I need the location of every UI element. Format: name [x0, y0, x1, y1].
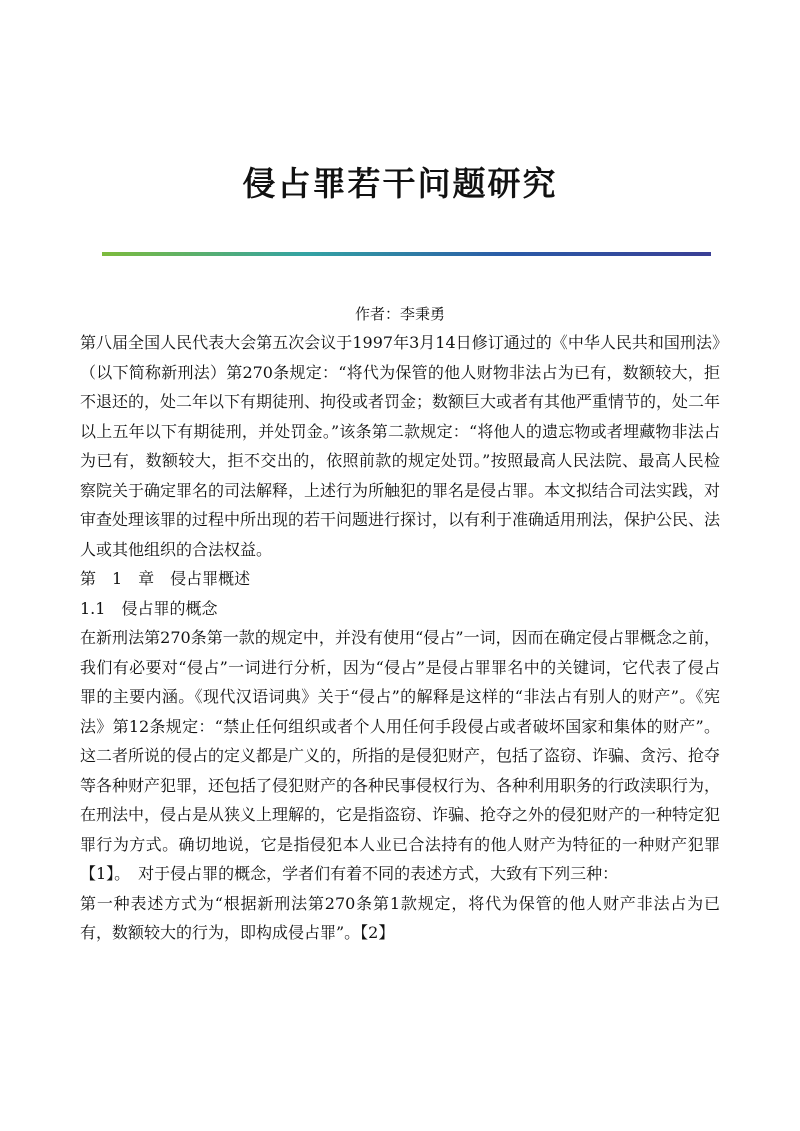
title-divider	[102, 252, 711, 256]
intro-paragraph: 第八届全国人民代表大会第五次会议于1997年3月14日修订通过的《中华人民共和国刑法》（以下简称新刑法）第270条规定：“将代为保管的他人财物非法占为已有，数额较大，拒不退还的，处二年以下有期徒刑、拘役或者罚金；数额巨大或者有其他严重情节的，处二年以上五年以下有期徒刑，并处罚金。”该条第二款规定：“将他人的遗忘物或者埋藏物非法占为已有，数额较大，拒不交出的，依照前款的规定处罚。”按照最高人民法院、最高人民检察院关于确定罪名的司法解释，上述行为所触犯的罪名是侵占罪。本文拟结合司法实践，对审查处理该罪的过程中所出现的若干问题进行探讨，以有利于准确适用刑法，保护公民、法人或其他组织的合法权益。	[80, 333, 721, 559]
section-heading: 1.1 侵占罪的概念	[80, 598, 218, 618]
body-paragraph: 在新刑法第270条第一款的规定中，并没有使用“侵占”一词，因而在确定侵占罪概念之前，我们有必要对“侵占”一词进行分析，因为“侵占”是侵占罪罪名中的关键词，它代表了侵占罪的主要内涵。《现代汉语词典》关于“侵占”的解释是这样的“非法占有别人的财产”。《宪法》第12条规定：“禁止任何组织或者个人用任何手段侵占或者破坏国家和集体的财产”。这二者所说的侵占的定义都是广义的，所指的是侵犯财产，包括了盗窃、诈骗、贪污、抢夺等各种财产犯罪，还包括了侵犯财产的各种民事侵权行为、各种利用职务的行政渎职行为，在刑法中，侵占是从狭义上理解的，它是指盗窃、诈骗、抢夺之外的侵犯财产的一种特定犯罪行为方式。确切地说，它是指侵犯本人业已合法持有的他人财产为特征的一种财产犯罪【1】。 对于侵占罪的概念，学者们有着不同的表述方式，大致有下列三种：	[80, 628, 721, 883]
author-line: 作者：李秉勇	[354, 305, 445, 323]
document-body	[80, 328, 720, 948]
document-title: 侵占罪若干问题研究	[242, 164, 558, 203]
chapter-heading: 第 1 章 侵占罪概述	[80, 569, 251, 588]
body-paragraph: 第一种表述方式为“根据新刑法第270条第1款规定，将代为保管的他人财产非法占为已有，数额较大的行为，即构成侵占罪”。【2】	[80, 893, 720, 942]
